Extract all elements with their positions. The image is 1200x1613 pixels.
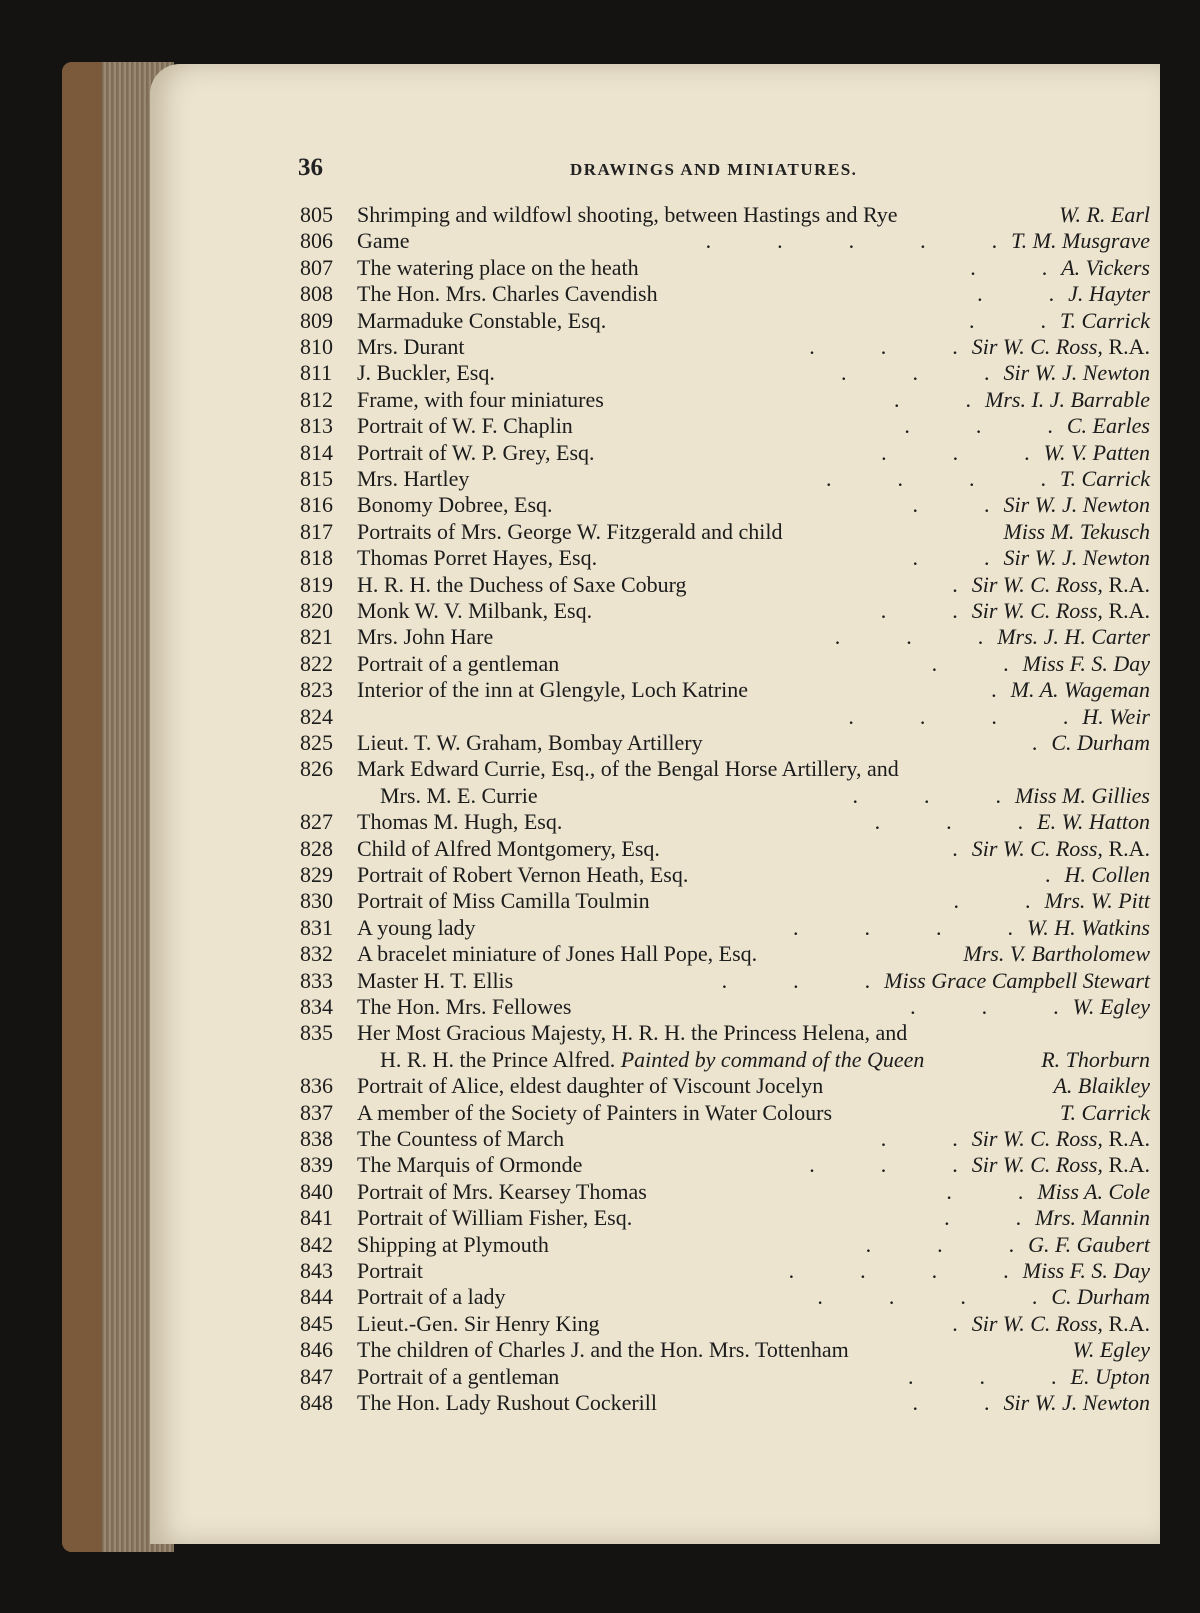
entry-title: Frame, with four miniatures bbox=[357, 386, 604, 412]
entry-number: 826 bbox=[300, 756, 333, 782]
entry-title: Master H. T. Ellis bbox=[357, 967, 514, 993]
catalogue-entry bbox=[300, 1020, 1150, 1046]
entry-title: Bonomy Dobree, Esq. bbox=[357, 492, 553, 518]
leader-dots: . . . . bbox=[825, 466, 1046, 491]
catalogue-entry bbox=[300, 809, 1150, 835]
entry-artist bbox=[1023, 1258, 1150, 1284]
catalogue-entry bbox=[300, 360, 1150, 386]
entry-number: 819 bbox=[300, 571, 333, 597]
entry-title: A member of the Society of Painters in Water Colours bbox=[357, 1099, 833, 1125]
leader-dots: . . . bbox=[841, 360, 990, 386]
entry-title: Monk W. V. Milbank, Esq. bbox=[357, 598, 593, 623]
entry-artist bbox=[1011, 228, 1150, 254]
artist-suffix: R.A. bbox=[1102, 334, 1150, 359]
entry-artist bbox=[1068, 281, 1150, 307]
entry-number: 835 bbox=[300, 1020, 333, 1046]
entry-number: 807 bbox=[300, 254, 333, 280]
entry-artist: R. Thorburn bbox=[1041, 1046, 1150, 1072]
catalogue-entry bbox=[300, 836, 1150, 862]
entry-number: 823 bbox=[300, 677, 333, 703]
artist-name: T. Carrick bbox=[1059, 307, 1150, 333]
entry-title: Mrs. Durant bbox=[357, 334, 465, 359]
catalogue-entry bbox=[300, 492, 1150, 518]
artist-name: T. Carrick bbox=[1059, 466, 1150, 491]
artist-suffix: R.A. bbox=[1102, 1152, 1150, 1178]
entry-number: 844 bbox=[300, 1284, 333, 1310]
entry-title: Portrait of a lady bbox=[357, 1284, 506, 1310]
entry-number: 805 bbox=[300, 202, 333, 227]
leader-dots: . bbox=[952, 835, 958, 861]
artist-name: H. Collen bbox=[1064, 862, 1150, 887]
entry-artist bbox=[1060, 1100, 1150, 1126]
leader-dots: . . bbox=[912, 492, 990, 518]
entry-number: 817 bbox=[300, 518, 333, 544]
leader-dots: . . . bbox=[908, 1363, 1057, 1389]
leader-dots: . bbox=[952, 1310, 958, 1336]
entry-number: 834 bbox=[300, 994, 333, 1019]
entry-artist bbox=[1023, 651, 1150, 677]
leader-dots: . . . . bbox=[817, 1284, 1038, 1310]
catalogue-entry bbox=[300, 519, 1150, 545]
entry-number: 812 bbox=[300, 386, 333, 412]
leader-dots: . bbox=[1031, 730, 1038, 755]
entry-artist bbox=[972, 836, 1150, 862]
entry-artist bbox=[972, 1126, 1150, 1152]
entry-artist bbox=[1004, 545, 1150, 571]
entry-title: Portrait of Miss Camilla Toulmin bbox=[357, 888, 650, 914]
entry-artist bbox=[972, 334, 1150, 360]
entry-artist bbox=[1073, 1337, 1150, 1363]
entry-title: Portrait bbox=[357, 1258, 423, 1283]
entry-title: Marmaduke Constable, Esq. bbox=[357, 307, 607, 333]
entry-number: 841 bbox=[300, 1205, 333, 1231]
entry-title: Shrimping and wildfowl shooting, between Hastings and Rye bbox=[357, 202, 898, 227]
catalogue-entry bbox=[300, 1390, 1150, 1416]
leader-dots: . . bbox=[953, 888, 1031, 914]
leader-dots: . . bbox=[944, 1205, 1022, 1231]
entry-number: 825 bbox=[300, 730, 333, 755]
artist-name: Miss A. Cole bbox=[1037, 1178, 1150, 1204]
entry-title: The Hon. Mrs. Charles Cavendish bbox=[357, 281, 658, 307]
catalogue-entry bbox=[300, 1179, 1150, 1205]
leader-dots: . . . bbox=[834, 624, 984, 650]
catalogue-entry bbox=[300, 1364, 1150, 1390]
entry-number: 827 bbox=[300, 809, 333, 835]
entry-title: Portrait of Mrs. Kearsey Thomas bbox=[357, 1178, 647, 1204]
entry-artist bbox=[1059, 202, 1150, 228]
continuation-note: Painted by command of the Queen bbox=[620, 1046, 925, 1072]
catalogue-entry bbox=[300, 334, 1150, 360]
entry-title: Portrait of Robert Vernon Heath, Esq. bbox=[357, 862, 689, 887]
entry-artist bbox=[1067, 413, 1150, 439]
leader-dots: . . . bbox=[809, 334, 958, 359]
artist-name: H. Weir bbox=[1082, 703, 1150, 729]
entry-number: 840 bbox=[300, 1178, 333, 1204]
catalogue-entry bbox=[300, 624, 1150, 650]
leader-dots: . . bbox=[912, 545, 990, 571]
entry-title: A young lady bbox=[357, 914, 476, 940]
entry-artist bbox=[1044, 888, 1150, 914]
entry-number: 846 bbox=[300, 1337, 333, 1363]
leader-dots: . . . . bbox=[848, 703, 1069, 729]
entry-number: 843 bbox=[300, 1258, 333, 1283]
artist-name: Sir W. J. Newton bbox=[1003, 1390, 1150, 1415]
entry-title: Lieut.-Gen. Sir Henry King bbox=[357, 1310, 600, 1336]
entry-number: 820 bbox=[300, 598, 333, 623]
leader-dots: . bbox=[1044, 862, 1051, 887]
entry-number: 838 bbox=[300, 1126, 333, 1151]
artist-name: Sir W. C. Ross, bbox=[971, 571, 1103, 597]
entry-number: 830 bbox=[300, 888, 333, 914]
entry-title: Portrait of a gentleman bbox=[357, 650, 560, 676]
entry-title: Mrs. John Hare bbox=[357, 624, 494, 650]
entry-artist bbox=[1051, 730, 1150, 756]
catalogue-entry bbox=[300, 466, 1150, 492]
entry-artist bbox=[972, 1152, 1150, 1178]
entry-number: 842 bbox=[300, 1231, 333, 1257]
entry-title: Mrs. M. E. Currie bbox=[380, 782, 538, 808]
leader-dots: . . bbox=[880, 598, 958, 623]
catalogue-entry bbox=[300, 1258, 1150, 1284]
entry-title: Portrait of W. F. Chaplin bbox=[357, 413, 573, 439]
catalogue-entry bbox=[300, 968, 1150, 994]
entry-artist bbox=[1051, 1284, 1150, 1310]
leader-dots: . . bbox=[977, 281, 1055, 307]
entry-number: 806 bbox=[300, 228, 333, 254]
leader-dots: . . . . bbox=[788, 1258, 1009, 1283]
catalogue-entry bbox=[300, 862, 1150, 888]
entry-artist bbox=[1004, 519, 1150, 545]
leader-dots: . . . bbox=[721, 967, 871, 993]
entry-title: Game bbox=[357, 228, 410, 254]
entry-artist bbox=[985, 387, 1150, 413]
entry-title: The Hon. Mrs. Fellowes bbox=[357, 994, 572, 1019]
artist-suffix: R.A. bbox=[1102, 571, 1150, 597]
artist-name: Sir W. C. Ross, bbox=[971, 1310, 1103, 1336]
continuation-text: H. R. H. the Prince Alfred. bbox=[380, 1046, 616, 1072]
artist-name: Mrs. W. Pitt bbox=[1044, 888, 1150, 914]
artist-name: Sir W. J. Newton bbox=[1003, 360, 1150, 386]
catalogue-entry bbox=[300, 308, 1150, 334]
entry-title: The Countess of March bbox=[357, 1126, 565, 1151]
entry-artist bbox=[884, 968, 1150, 994]
catalogue-entry bbox=[300, 1126, 1150, 1152]
catalogue-entry bbox=[300, 202, 1150, 228]
entry-number: 829 bbox=[300, 862, 333, 887]
catalogue-entry bbox=[300, 1073, 1150, 1099]
leader-dots: . . bbox=[968, 307, 1046, 333]
entry-number: 836 bbox=[300, 1073, 333, 1099]
entry-title: Child of Alfred Montgomery, Esq. bbox=[357, 835, 660, 861]
artist-name: Sir W. C. Ross, bbox=[971, 334, 1103, 359]
entry-artist bbox=[1004, 1390, 1150, 1416]
artist-suffix: R.A. bbox=[1102, 835, 1150, 861]
running-head: DRAWINGS AND MINIATURES. bbox=[570, 160, 858, 179]
leader-dots: . . . . bbox=[792, 914, 1013, 940]
artist-name: Sir W. C. Ross, bbox=[971, 835, 1103, 861]
artist-name: Miss F. S. Day bbox=[1022, 1258, 1150, 1283]
entry-number: 811 bbox=[300, 360, 333, 386]
entry-artist bbox=[1044, 440, 1150, 466]
entry-number: 845 bbox=[300, 1310, 333, 1336]
artist-name: Sir W. J. Newton bbox=[1003, 545, 1150, 571]
entry-artist bbox=[972, 1311, 1150, 1337]
entry-artist bbox=[1037, 809, 1150, 835]
entry-title: Portrait of William Fisher, Esq. bbox=[357, 1205, 633, 1231]
artist-name: E. W. Hatton bbox=[1037, 809, 1150, 835]
catalogue-entry bbox=[300, 572, 1150, 598]
catalogue-entry bbox=[300, 1284, 1150, 1310]
entry-title: A bracelet miniature of Jones Hall Pope, Esq. bbox=[357, 941, 758, 967]
entry-artist bbox=[1064, 862, 1150, 888]
entry-title: The watering place on the heath bbox=[357, 254, 639, 280]
entry-artist bbox=[1061, 255, 1150, 281]
entry-artist bbox=[972, 572, 1150, 598]
leader-dots: . . bbox=[912, 1390, 990, 1415]
catalogue-entry bbox=[300, 888, 1150, 914]
leader-dots: . . . bbox=[881, 439, 1030, 465]
entry-number: 821 bbox=[300, 624, 333, 650]
artist-name: Miss M. Gillies bbox=[1014, 782, 1150, 808]
artist-name: Miss F. S. Day bbox=[1022, 650, 1150, 676]
artist-name: Sir W. C. Ross, bbox=[971, 1126, 1103, 1151]
leader-dots: . bbox=[991, 677, 997, 703]
entry-title: Mrs. Hartley bbox=[357, 466, 470, 491]
leader-dots: . . bbox=[880, 1126, 958, 1151]
entry-artist bbox=[963, 941, 1150, 967]
catalogue-entry bbox=[300, 704, 1150, 730]
entry-number: 816 bbox=[300, 492, 333, 518]
entry-title: Thomas M. Hugh, Esq. bbox=[357, 809, 563, 835]
entry-number: 832 bbox=[300, 941, 333, 967]
entry-title: J. Buckler, Esq. bbox=[357, 360, 495, 386]
leader-dots: . . . bbox=[865, 1231, 1015, 1257]
catalogue-entry bbox=[300, 1311, 1150, 1337]
artist-name: T. Carrick bbox=[1059, 1099, 1150, 1125]
entry-artist bbox=[972, 598, 1150, 624]
entry-artist bbox=[1011, 677, 1150, 703]
artist-name: A. Blaikley bbox=[1053, 1073, 1150, 1099]
page-number: 36 bbox=[298, 154, 323, 181]
catalogue-entry bbox=[300, 1205, 1150, 1231]
entry-number: 814 bbox=[300, 439, 333, 465]
artist-name: Miss M. Tekusch bbox=[1003, 518, 1150, 544]
entry-artist bbox=[1035, 1205, 1150, 1231]
catalogue-entry bbox=[300, 255, 1150, 281]
leader-dots: . . bbox=[970, 254, 1048, 280]
catalogue-entry bbox=[300, 994, 1150, 1020]
catalogue-entry bbox=[300, 281, 1150, 307]
entry-number: 818 bbox=[300, 545, 333, 571]
entry-title: Her Most Gracious Majesty, H. R. H. the Princess Helena, and bbox=[357, 1020, 908, 1046]
entry-artist bbox=[1028, 1232, 1150, 1258]
entry-number: 833 bbox=[300, 967, 333, 993]
artist-name: W. R. Earl bbox=[1059, 202, 1150, 227]
catalogue-entry bbox=[300, 1337, 1150, 1363]
entry-number: 809 bbox=[300, 307, 333, 333]
artist-name: J. Hayter bbox=[1068, 281, 1150, 307]
entry-title: Mark Edward Currie, Esq., of the Bengal Horse Artillery, and bbox=[357, 756, 899, 782]
entry-title: Portrait of W. P. Grey, Esq. bbox=[357, 439, 595, 465]
leader-dots: . . . bbox=[904, 413, 1053, 439]
artist-name: A. Vickers bbox=[1061, 254, 1150, 280]
entry-artist bbox=[1053, 1073, 1150, 1099]
entry-title: Portraits of Mrs. George W. Fitzgerald and child bbox=[357, 518, 783, 544]
entry-artist bbox=[1073, 994, 1150, 1020]
artist-name: C. Earles bbox=[1066, 413, 1150, 439]
artist-suffix: R.A. bbox=[1102, 1126, 1150, 1151]
entry-number: 810 bbox=[300, 334, 333, 359]
artist-name: C. Durham bbox=[1051, 730, 1150, 755]
artist-name: Mrs. I. J. Barrable bbox=[985, 386, 1150, 412]
entry-835-continuation bbox=[380, 1047, 1150, 1073]
entry-title: The Marquis of Ormonde bbox=[357, 1152, 583, 1178]
entry-number: 837 bbox=[300, 1099, 333, 1125]
entry-number: 847 bbox=[300, 1363, 333, 1389]
entry-artist bbox=[1004, 360, 1150, 386]
entry-number: 839 bbox=[300, 1152, 333, 1178]
artist-name: Mrs. V. Bartholomew bbox=[963, 941, 1150, 967]
entry-artist bbox=[1060, 466, 1150, 492]
catalogue-entry bbox=[300, 1152, 1150, 1178]
entry-number: 815 bbox=[300, 466, 333, 491]
catalogue-entry bbox=[300, 756, 1150, 782]
artist-name: M. A. Wageman bbox=[1010, 677, 1150, 703]
catalogue-entry bbox=[300, 413, 1150, 439]
catalogue-entry bbox=[300, 1232, 1150, 1258]
artist-name: W. V. Patten bbox=[1043, 439, 1150, 465]
entry-title: Interior of the inn at Glengyle, Loch Katrine bbox=[357, 677, 748, 703]
artist-suffix: R.A. bbox=[1102, 1310, 1150, 1336]
catalogue-entry bbox=[300, 651, 1150, 677]
artist-name: W. H. Watkins bbox=[1026, 914, 1150, 940]
artist-name: E. Upton bbox=[1070, 1363, 1150, 1389]
catalogue-entry bbox=[300, 598, 1150, 624]
artist-name: Sir W. J. Newton bbox=[1003, 492, 1150, 518]
leader-dots: . . . bbox=[910, 994, 1059, 1019]
book-cover-edge bbox=[62, 62, 102, 1552]
catalogue-entry bbox=[300, 1100, 1150, 1126]
entry-number: 813 bbox=[300, 413, 333, 439]
catalogue-entry bbox=[300, 783, 1150, 809]
artist-name: Sir W. C. Ross, bbox=[971, 598, 1103, 623]
entry-artist bbox=[1082, 704, 1150, 730]
artist-name: W. Egley bbox=[1072, 994, 1150, 1019]
entry-title: The Hon. Lady Rushout Cockerill bbox=[357, 1390, 658, 1415]
leader-dots: . . . bbox=[874, 809, 1024, 835]
leader-dots: . . . . . bbox=[705, 228, 998, 254]
entry-artist bbox=[1060, 308, 1150, 334]
artist-name: T. M. Musgrave bbox=[1011, 228, 1150, 254]
entry-number: 824 bbox=[300, 703, 333, 729]
entry-number: 808 bbox=[300, 281, 333, 307]
artist-name: C. Durham bbox=[1051, 1284, 1150, 1310]
entry-artist bbox=[1004, 492, 1150, 518]
leader-dots: . . bbox=[946, 1178, 1024, 1204]
entry-title: Portrait of Alice, eldest daughter of Viscount Jocelyn bbox=[357, 1073, 824, 1099]
leader-dots: . . bbox=[931, 650, 1009, 676]
artist-name: Sir W. C. Ross, bbox=[971, 1152, 1103, 1178]
artist-name: Mrs. J. H. Carter bbox=[997, 624, 1150, 650]
entry-title: The children of Charles J. and the Hon. Mrs. Tottenham bbox=[357, 1337, 849, 1363]
entry-artist bbox=[1071, 1364, 1150, 1390]
catalogue-entry bbox=[300, 440, 1150, 466]
leader-dots: . . bbox=[894, 386, 972, 412]
entry-artist bbox=[1027, 915, 1150, 941]
leader-dots: . . . bbox=[809, 1152, 958, 1178]
artist-name: Mrs. Mannin bbox=[1035, 1205, 1150, 1231]
artist-name: Miss Grace Campbell Stewart bbox=[884, 967, 1150, 993]
entry-number: 828 bbox=[300, 835, 333, 861]
entry-title: Lieut. T. W. Graham, Bombay Artillery bbox=[357, 730, 703, 755]
catalogue-entry bbox=[300, 387, 1150, 413]
catalogue-entry bbox=[300, 941, 1150, 967]
entry-number: 831 bbox=[300, 914, 333, 940]
leader-dots: . . . bbox=[852, 782, 1001, 808]
entry-artist bbox=[997, 624, 1150, 650]
entry-title: Portrait of a gentleman bbox=[357, 1363, 560, 1389]
entry-title: Thomas Porret Hayes, Esq. bbox=[357, 545, 598, 571]
artist-name: W. Egley bbox=[1072, 1337, 1150, 1363]
entry-title: Shipping at Plymouth bbox=[357, 1231, 549, 1257]
artist-name: G. F. Gaubert bbox=[1028, 1231, 1150, 1257]
catalogue-entry bbox=[300, 915, 1150, 941]
catalogue-entry bbox=[300, 730, 1150, 756]
entry-number: 822 bbox=[300, 650, 333, 676]
catalogue-entry bbox=[300, 677, 1150, 703]
artist-suffix: R.A. bbox=[1102, 598, 1150, 623]
entry-artist bbox=[1015, 783, 1150, 809]
catalogue-entry bbox=[300, 545, 1150, 571]
catalogue-entry bbox=[300, 228, 1150, 254]
leader-dots: . bbox=[952, 571, 958, 597]
entry-number: 848 bbox=[300, 1390, 333, 1415]
entry-artist bbox=[1037, 1179, 1150, 1205]
entry-title: H. R. H. the Duchess of Saxe Coburg bbox=[357, 571, 687, 597]
